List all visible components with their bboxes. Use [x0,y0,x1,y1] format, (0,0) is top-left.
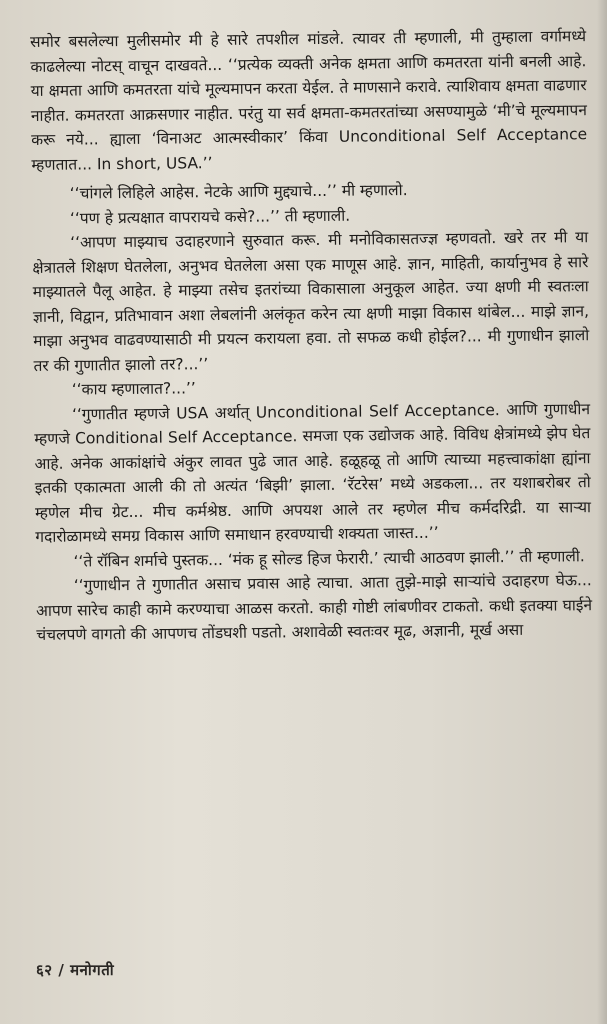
paragraph-5: ‘‘काय म्हणालात?...’’ [71,379,196,399]
paragraph-2: ‘‘चांगले लिहिले आहेस. नेटके आणि मुद्द्याचे...’’ मी म्हणालो. [69,181,408,203]
page-body-text [30,24,592,647]
paragraph-6: ‘‘गुणातीत म्हणजे USA अर्थात् Unconditional Self Acceptance. आणि गुणाधीन म्हणजे Conditional Self Acceptance. समजा एक उद्योजक आहे. विविध क्षेत्रांमध्ये झेप घेत आहे. अनेक आकांक्षांचे अंकुर लावत पुढे जात आहे. हळूहळू तो आणि त्याच्या महत्त्वाकांक्षा ह्यांना इतकी एकात्मता आली की तो अत्यंत ‘बिझी’ झाला. ‘रॅटरेस’ मध्ये अडकला... तर यशाबरोबर तो म्हणेल मीच ग्रेट... मीच कर्मश्रेष्ठ. आणि अपयश आले तर म्हणेल मीच कर्मदरिद्री. या साऱ्या गदारोळामध्ये समग्र विकास आणि समाधान हरवण्याची शक्यता जास्त...’’ [34,399,592,546]
paragraph-3: ‘‘पण हे प्रत्यक्षात वापरायचे कसे?...’’ ती म्हणाली. [69,206,351,228]
book-title: मनोगती [70,961,115,979]
paragraph-8: ‘‘गुणाधीन ते गुणातीत असाच प्रवास आहे त्याचा. आता तुझे-माझे साऱ्यांचे उदाहरण घेऊ... आपण सारेच काही कामे करण्याचा आळस करतो. काही गोष्टी लांबणीवर टाकतो. कधी इतक्या घाईने चंचलपणे वागतो की आपणच तोंडघशी पडतो. अशावेळी स्वतःवर मूढ, अज्ञानी, मूर्ख असा [35,571,593,644]
page-footer [36,960,114,980]
paragraph-1: समोर बसलेल्या मुलीसमोर मी हे सारे तपशील मांडले. त्यावर ती म्हणाली, मी तुम्हाला वर्गामध्ये काढलेल्या नोटस् वाचून दाखवते... ‘‘प्रत्येक व्यक्ती अनेक क्षमता आणि कमतरता यांनी बनली आहे. या क्षमता आणि कमतरता यांचे मूल्यमापन करता येईल. ते माणसाने करावे. त्याशिवाय क्षमता वाढणार नाहीत. कमतरता आक्रसणार नाहीत. परंतु या सर्व क्षमता-कमतरतांच्या असण्यामुळे ‘मी’चे मूल्यमापन करू नये... ह्याला ‘विनाअट आत्मस्वीकार’ किंवा Unconditional Self Acceptance म्हणतात... In short, USA.’’ [30,27,588,174]
page-number: ६२ [36,961,53,979]
paragraph-4: ‘‘आपण माझ्याच उदाहरणाने सुरुवात करू. मी मनोविकासतज्ज्ञ म्हणवतो. खरे तर मी या क्षेत्रातले शिक्षण घेतलेला, अनुभव घेतलेला असा एक माणूस आहे. ज्ञान, माहिती, कार्यानुभव हे सारे माझ्यातले पैलू आहेत. हे माझ्या तसेच इतरांच्या विकासाला अनुकूल आहेत. ज्या क्षणी मी स्वतःला ज्ञानी, विद्वान, प्रतिभावान अशा लेबलांनी अलंकृत करेन त्या क्षणी माझा विकास थांबेल... माझे ज्ञान, माझा अनुभव वाढवण्यासाठी मी प्रयत्न करायला हवा. तो सफळ कधी होईल?... मी गुणाधीन झालो तर की गुणातीत झालो तर?...’’ [32,228,590,375]
paragraph-7: ‘‘ते रॉबिन शर्माचे पुस्तक... ‘मंक हू सोल्ड हिज फेरारी.’ त्याची आठवण झाली.’’ ती म्हणाली. [73,546,585,571]
footer-separator: / [58,961,65,979]
